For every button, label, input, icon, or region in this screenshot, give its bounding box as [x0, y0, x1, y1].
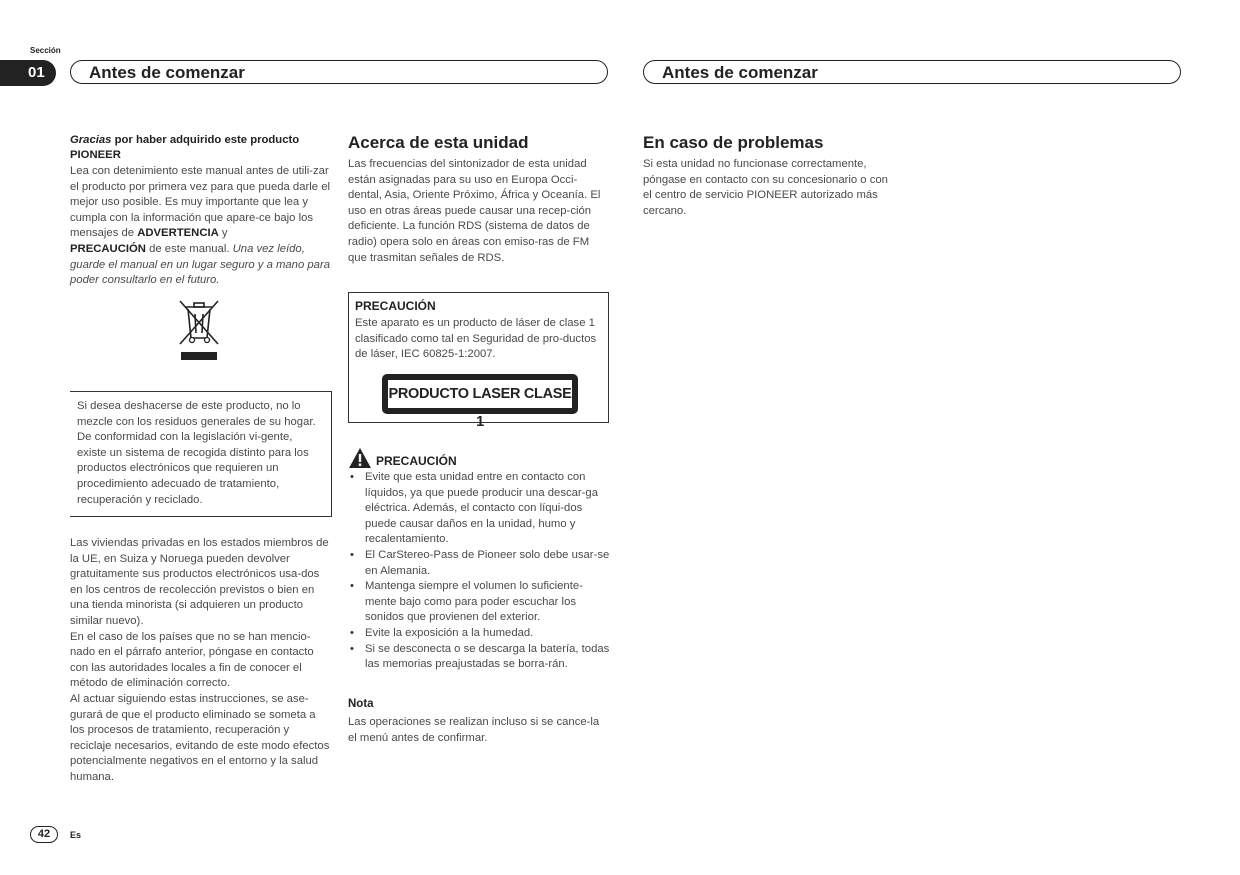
caution-item: • Mantenga siempre el volumen lo suficiente-mente bajo como para poder escuchar los sonidos que provienen del exterior.	[348, 579, 610, 626]
crossed-out-bin-icon	[176, 298, 222, 364]
disposal-text: Si desea deshacerse de este producto, no lo mezcle con los residuos generales de su hogar. De conformidad con la legislación vi-gente, existe un sistema de recogida distinto para los productos electrónicos que requieren un procedimiento adecuado de tratamiento, recuperación y reciclado.	[77, 400, 316, 506]
header-left: Antes de comenzar	[70, 60, 608, 84]
disposal-box	[70, 391, 332, 517]
problems-title: En caso de problemas	[643, 133, 824, 152]
intro-title-italic: Gracias	[70, 134, 112, 146]
intro-body-italic: Una vez leído, guarde el manual en un lugar seguro y a mano para poder consultarlo en el futuro.	[70, 242, 330, 287]
laser-caution-title: PRECAUCIÓN	[355, 299, 436, 313]
intro-body-2: de este manual.	[145, 242, 233, 255]
caution-list-section	[348, 470, 610, 673]
eu-recycling-section	[70, 536, 332, 786]
laser-class-label	[382, 374, 578, 430]
caution-item: • Evite que esta unidad entre en contacto con líquidos, ya que puede producir una descar-ga eléctrica. Además, el contacto con líqui-dos puede causar daños en la unidad, humo y recalentamiento.	[348, 470, 610, 548]
warning-triangle-icon	[348, 447, 372, 469]
caution-item: • El CarStereo-Pass de Pioneer solo debe usar-se en Alemania.	[348, 548, 610, 579]
intro-title-rest: por haber adquirido este producto	[111, 134, 300, 146]
eu-text-p3: Al actuar siguiendo estas instrucciones, se ase-gurará de que el producto eliminado se someta a los procesos de tratamiento, recuperación y reciclaje necesarios, evitando de este modo efectos potencialmente negativos en el entorno y la salud humana.	[70, 692, 330, 783]
intro-section	[70, 133, 332, 289]
caution-item: • Si se desconecta o se descarga la batería, todas las memorias preajustadas se borra-rán.	[348, 642, 610, 673]
advertencia: ADVERTENCIA	[137, 227, 219, 240]
about-section	[348, 133, 610, 266]
language-code: Es	[70, 830, 82, 840]
nota-body: Las operaciones se realizan incluso si se cance-la el menú antes de confirmar.	[348, 716, 600, 744]
eu-text-p1: Las viviendas privadas en los estados miembros de la UE, en Suiza y Noruega pueden devolver gratuitamente sus productos electrónicos usa-dos en los centros de recolección previstos o bien en una tienda minorista (si adquieren un producto similar nuevo).	[70, 537, 329, 627]
intro-title	[70, 133, 332, 163]
intro-title-brand: PIONEER	[70, 149, 121, 161]
laser-class-label-text: PRODUCTO LASER CLASE 1	[387, 379, 573, 409]
header-right: Antes de comenzar	[643, 60, 1181, 84]
about-body: Las frecuencias del sintonizador de esta unidad están asignadas para su uso en Europa Occi-dental, Asia, Oriente Próximo, África y Oceanía. El uso en otras áreas puede causar una recep-ción deficiente. La función RDS (sistema de datos de radio) opera solo en áreas con emiso-ras de FM que trasmitan señales de RDS.	[348, 158, 601, 264]
section-label: Sección	[30, 46, 61, 55]
intro-body	[70, 164, 332, 289]
problems-section	[643, 133, 905, 219]
problems-body: Si esta unidad no funcionase correctamente, póngase en contacto con su concesionario o con el centro de servicio PIONEER autorizado más cercano.	[643, 158, 888, 217]
caution-title: PRECAUCIÓN	[376, 454, 457, 468]
eu-text-p2: En el caso de los países que no se han mencio-nado en el párrafo anterior, póngase en contacto con las autoridades locales a fin de conocer el método de eliminación correcto.	[70, 630, 314, 690]
precaucion: PRECAUCIÓN	[70, 242, 146, 255]
caution-item: • Evite la exposición a la humedad.	[348, 626, 610, 642]
intro-body-1: Lea con detenimiento este manual antes de utili-zar el producto por primera vez para que pueda darle el mejor uso posible. Es muy importante que lea y cumpla con la información que apare-ce bajo los mensajes de	[70, 165, 330, 240]
intro-y: y	[218, 227, 228, 240]
nota-title: Nota	[348, 698, 374, 710]
laser-caution-box	[348, 292, 609, 430]
section-number: 01	[0, 60, 56, 86]
caution-list	[348, 470, 610, 673]
about-title: Acerca de esta unidad	[348, 133, 529, 152]
page-number: 42	[30, 826, 58, 843]
laser-caution-body: Este aparato es un producto de láser de clase 1 clasificado como tal en Seguridad de pro-ductos de láser, IEC 60825-1:2007.	[355, 317, 597, 361]
